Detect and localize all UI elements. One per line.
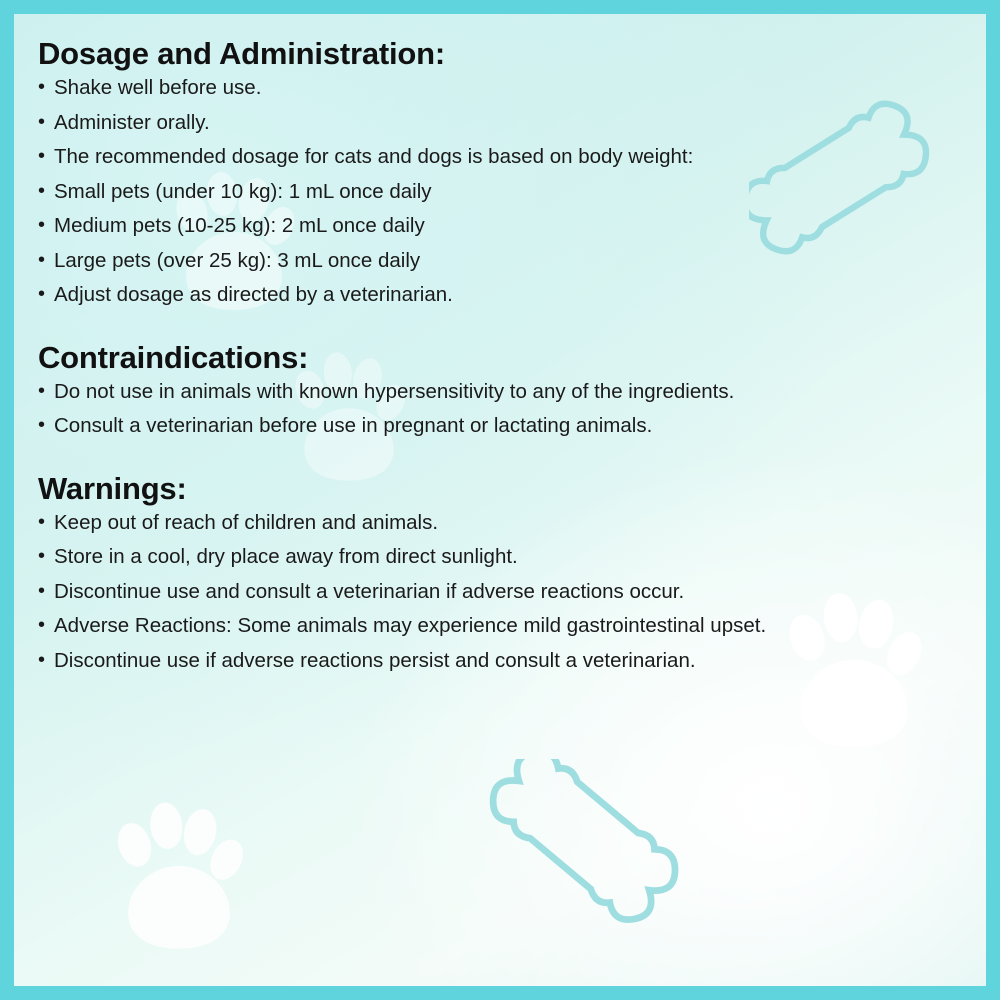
section-title-contraindications: Contraindications: <box>38 339 309 375</box>
list-item: • Large pets (over 25 kg): 3 mL once daily <box>38 251 956 272</box>
list-item: • Store in a cool, dry place away from direct sunlight. <box>38 547 956 568</box>
list-item: • Adjust dosage as directed by a veterinarian. <box>38 285 956 306</box>
section-contraindications <box>38 340 956 437</box>
list-item: • Discontinue use if adverse reactions persist and consult a veterinarian. <box>38 651 956 672</box>
section-title-warnings: Warnings: <box>38 470 187 506</box>
list-item: • Do not use in animals with known hypersensitivity to any of the ingredients. <box>38 382 956 403</box>
section-warnings <box>38 471 956 672</box>
section-dosage <box>38 36 956 306</box>
section-title-dosage: Dosage and Administration: <box>38 36 446 71</box>
bullet-list-dosage <box>38 78 956 306</box>
list-item: • Consult a veterinarian before use in pregnant or lactating animals. <box>38 416 956 437</box>
list-item: • Discontinue use and consult a veterinarian if adverse reactions occur. <box>38 582 956 603</box>
bone-icon-bottom-center <box>484 759 694 939</box>
list-item: • Medium pets (10-25 kg): 2 mL once daily <box>38 216 956 237</box>
list-item: • Keep out of reach of children and animals. <box>38 513 956 534</box>
list-item: • The recommended dosage for cats and dogs is based on body weight: <box>38 147 956 168</box>
paw-print-icon-bottom-left <box>104 794 254 974</box>
list-item: • Shake well before use. <box>38 78 956 99</box>
list-item: • Adverse Reactions: Some animals may experience mild gastrointestinal upset. <box>38 616 956 637</box>
list-item: • Administer orally. <box>38 113 956 134</box>
bullet-list-contraindications <box>38 379 956 437</box>
list-item: • Small pets (under 10 kg): 1 mL once daily <box>38 182 956 203</box>
label-content <box>14 14 986 671</box>
bullet-list-warnings <box>38 510 956 672</box>
